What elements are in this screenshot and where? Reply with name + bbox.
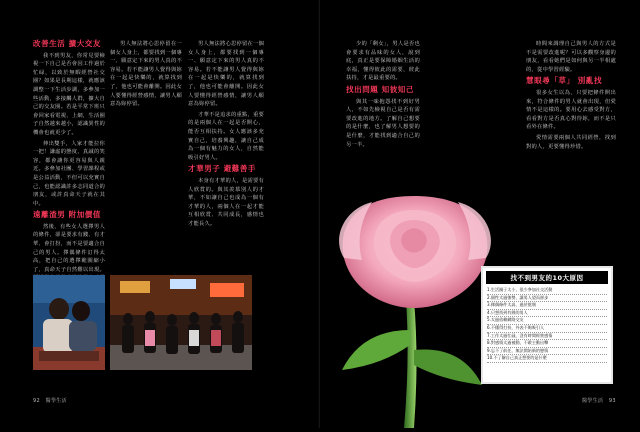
heading-improve-life: 改善生活 擴大交友 [33,39,102,48]
list-item: 1.生活圈子太小，很少參加社交活動 [487,287,607,295]
heading-careful-choice: 慧眼尋「草」 別亂找 [526,76,603,86]
paragraph: 與其一味抱怨找不到好男人，不如先檢視自己是否有需要改進的地方。了解自己想要的是什麼，也了解男人想要的是什麼，才能找到適合自己的另一半。 [346,98,420,148]
couple-photo [33,275,105,370]
paragraph: 少的「剩女」，男人是否也會要求有品味的女人，說到底，真正是要保障婚姻生活的幸福，懂得彼此的需要，彼此扶持，才是最重要的。 [346,41,420,82]
box-title: 找不到男友的10大原因 [486,271,608,284]
pink-rose-image [322,180,507,428]
left-column-2 [110,40,182,272]
page-footer-right [582,397,616,404]
paragraph: 才華不是追求的重點，重要的是兩個人在一起是否開心，能否互相扶持。女人應該多充實自己，培養興趣，讓自己成為一個有魅力的女人，自然能吸引好男人。 [188,111,264,161]
magazine-name: 醫學生活 [45,398,67,404]
heading-talent-men: 才華男子 避難善手 [188,164,257,174]
list-item: 2.個性太過強勢，讓男人望而卻步 [487,295,607,303]
heading-avoid-bad-men: 遠離渣男 附加價值 [33,210,102,220]
paragraph: 我不到男友，你常見要檢視一下自己是否會因工作過於忙碌，以致於無暇經營社交圈？如果是長期這樣，就應該調整一下生活步調，多參加一些活動，多接觸人群，擴大自己的交友圈。若是平常下班只會回家看電視、上網，生活圈子自然越來越小，認識異性的機會也就更少了。 [33,52,105,136]
paragraph: 伸出雙手，人家才能拉你一把！謙虛的態度、真誠的笑容，都會讓你更容易與人親近。多參加社團、學習課程或是公益活動，不但可以充實自己，也能認識許多志同道合的朋友，或許真命天子就在其中。 [33,140,105,207]
paragraph: 愛情需要兩個人共同經營，找到對的人，更要懂得珍惜。 [526,134,616,150]
paragraph: 然後，有些女人選擇男人的條件，卻是要求有錢、有才華、會打扮，而不是要適合自己的男人。擇偶條件訂得太高，把自己的選擇範圍縮小了，真命天子自然難以出現。 [33,223,105,273]
left-page [0,0,320,428]
list-item: 10.不了解自己真正想要的是什麼 [487,355,607,363]
left-column-3 [188,40,264,272]
heading-find-problem: 找出問題 知彼知己 [346,84,415,94]
list-item: 7.工作太過忙碌，沒有時間經營感情 [487,333,607,341]
list-item: 3.擇偶條件太高，過於挑剔 [487,302,607,310]
paragraph: 時間來調理自己與男人的方式是不是需要改進呢？可以多觀察身邊的朋友，看看她們是如何與另一半相處的，從中學習經驗。 [526,41,616,73]
paragraph: 男人無法將心思停留在一個女人身上，都要找到一個專一、願意定下來的男人真的不容易。若不能讓男人覺得與妳在一起是快樂的，就算找到了，他也可能會離開。因此女人要懂得經營感情，讓男人願意為妳停留。 [110,41,182,108]
street-crowd-photo [110,275,252,370]
magazine-name: 醫學生活 [582,398,604,404]
page-footer-left [33,397,67,404]
list-item: 5.太過依賴網路交友 [487,317,607,325]
page-number: 92 [33,398,40,404]
ten-reasons-box [481,266,613,384]
right-column-2 [526,40,616,264]
paragraph: 很多女生以為，只要把條件開出來，符合條件的男人就會出現，但愛情不是這樣的。要用心去感受對方，看看對方是否真心對待妳，而不是只看外在條件。 [526,89,616,131]
right-column-1 [346,40,420,178]
left-column-1 [33,40,105,272]
list-item: 6.不懂得打扮，外表不夠吸引人 [487,325,607,333]
list-item: 9.忘不了前任，無法開始新的戀情 [487,348,607,356]
paragraph: 男人無法將心思停留在一個女人身上，都要找到一個專一、願意定下來的男人真的不容易。若不能讓男人覺得與妳在一起是快樂的，就算找到了，他也可能會離開。因此女人要懂得經營感情，讓男人願意為妳停留。 [188,41,264,108]
page-number: 93 [608,398,616,404]
list-item: 8.對感情太過被動，不敢主動出擊 [487,340,607,348]
paragraph: 本身有才華的人，是需要有人欣賞的。與其羨慕別人的才華，不如讓自己也成為一個有才華的人，兩個人在一起才能互相欣賞、共同成長，感情也才能長久。 [188,177,264,227]
list-item: 4.只想找到有錢的男人 [487,310,607,318]
reasons-list [483,287,611,363]
